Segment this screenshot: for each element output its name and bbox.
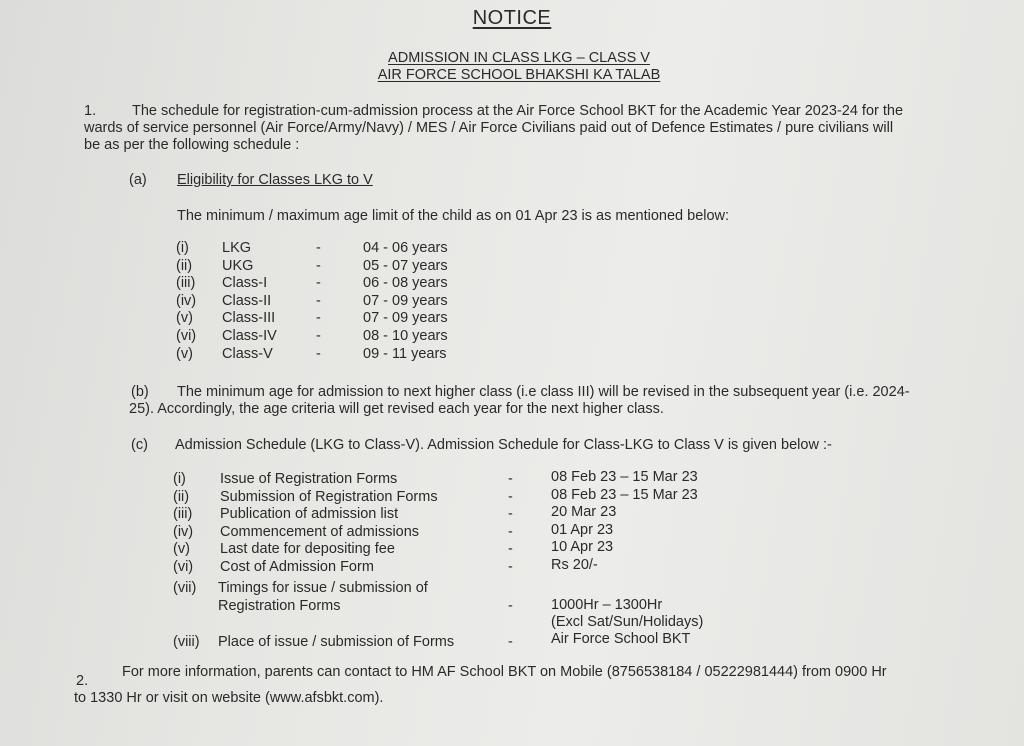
schedule-row-value: 10 Apr 23 [551, 539, 614, 556]
section-a-heading: Eligibility for Classes LKG to V [177, 172, 373, 188]
place-separator: - [508, 634, 513, 650]
notice-title: NOTICE [472, 7, 552, 29]
schedule-row-index: (iii) [173, 506, 193, 523]
age-row-separator: - [316, 345, 321, 362]
age-row-index: (vi) [176, 328, 197, 344]
section-b-line1: The minimum age for admission to next higher class (i.e class III) will be revised in the subsequent year (i.e. 2024- [177, 384, 910, 400]
section-b-line2: 25). Accordingly, the age criteria will get revised each year for the next higher class. [129, 401, 664, 417]
age-row-index: (ii) [176, 257, 193, 274]
schedule-row-value: 20 Mar 23 [551, 504, 617, 521]
age-row-range: 04 - 06 years [363, 240, 448, 256]
age-row-index: (iv) [176, 292, 197, 309]
schedule-row-value: Rs 20/- [551, 557, 598, 573]
schedule-row-separator: - [508, 471, 513, 487]
schedule-row-item: Submission of Registration Forms [220, 488, 438, 505]
para2-number: 2. [76, 673, 89, 689]
age-row-index: (i) [176, 240, 189, 256]
schedule-row-separator: - [508, 559, 513, 575]
age-row-class: Class-IV [222, 328, 277, 344]
para1-line2: wards of service personnel (Air Force/Army/Navy) / MES / Air Force Civilians paid out of Defence Estimates / pure civilians will [84, 120, 894, 136]
age-row-index: (v) [176, 310, 193, 327]
age-row-range: 06 - 08 years [363, 275, 448, 292]
age-row-separator: - [316, 292, 321, 309]
age-row-class: Class-III [222, 310, 276, 327]
timings-value-line2: (Excl Sat/Sun/Holidays) [551, 614, 704, 630]
age-row-range: 09 - 11 years [363, 345, 447, 362]
schedule-row-item: Last date for depositing fee [220, 541, 395, 558]
timings-index: (vii) [173, 580, 197, 596]
age-row-range: 07 - 09 years [363, 310, 448, 327]
age-row-class: Class-V [222, 345, 273, 362]
age-row-class: Class-I [222, 275, 268, 292]
schedule-row-index: (v) [173, 541, 190, 558]
schedule-row-value: 08 Feb 23 – 15 Mar 23 [551, 486, 698, 503]
para2-line1: For more information, parents can contact to HM AF School BKT on Mobile (8756538184 / 05222981444) from 0900 Hr [122, 664, 887, 680]
timings-separator: - [508, 598, 513, 614]
schedule-row-value: 08 Feb 23 – 15 Mar 23 [551, 469, 698, 485]
age-row-class: UKG [222, 257, 254, 274]
age-row-class: LKG [222, 240, 252, 256]
place-value: Air Force School BKT [551, 631, 691, 647]
schedule-row-separator: - [508, 488, 513, 505]
section-a-intro: The minimum / maximum age limit of the child as on 01 Apr 23 is as mentioned below: [177, 208, 730, 224]
para1-line3: be as per the following schedule : [84, 137, 300, 153]
schedule-row-item: Commencement of admissions [220, 523, 420, 540]
section-c-label: (c) [131, 437, 148, 453]
age-row-separator: - [316, 328, 321, 344]
place-item: Place of issue / submission of Forms [218, 634, 455, 650]
age-row-range: 05 - 07 years [363, 257, 448, 274]
age-row-separator: - [316, 310, 321, 327]
schedule-row-separator: - [508, 541, 513, 558]
age-row-separator: - [316, 275, 321, 292]
age-row-index: (iii) [176, 275, 196, 292]
age-row-index: (v) [176, 345, 193, 362]
age-row-range: 08 - 10 years [363, 328, 448, 344]
section-c-heading: Admission Schedule (LKG to Class-V). Admission Schedule for Class-LKG to Class V is given below :- [175, 437, 832, 453]
age-row-class: Class-II [222, 292, 272, 309]
subtitle-admission: ADMISSION IN CLASS LKG – CLASS V [388, 50, 650, 66]
schedule-row-separator: - [508, 523, 513, 540]
section-a-label: (a) [129, 172, 147, 188]
timings-item-line1: Timings for issue / submission of [218, 580, 428, 596]
schedule-row-item: Publication of admission list [220, 506, 399, 523]
schedule-row-index: (iv) [173, 523, 194, 540]
schedule-row-value: 01 Apr 23 [551, 521, 614, 538]
timings-value-line1: 1000Hr – 1300Hr [551, 597, 663, 613]
age-row-separator: - [316, 257, 321, 274]
para1-line1: The schedule for registration-cum-admission process at the Air Force School BKT for the Academic Year 2023-24 for the [132, 103, 904, 119]
section-b-label: (b) [131, 384, 149, 400]
para2-line2: to 1330 Hr or visit on website (www.afsbkt.com). [74, 690, 384, 706]
age-row-range: 07 - 09 years [363, 292, 448, 309]
timings-item-line2: Registration Forms [218, 598, 341, 614]
schedule-row-index: (vi) [173, 559, 194, 575]
place-index: (viii) [173, 634, 200, 650]
schedule-row-index: (i) [173, 471, 186, 487]
para1-number: 1. [84, 103, 97, 119]
schedule-row-item: Cost of Admission Form [220, 559, 374, 575]
schedule-row-index: (ii) [173, 488, 190, 505]
age-row-separator: - [316, 240, 321, 256]
subtitle-school: AIR FORCE SCHOOL BHAKSHI KA TALAB [377, 67, 661, 83]
schedule-row-separator: - [508, 506, 513, 523]
schedule-row-item: Issue of Registration Forms [220, 471, 398, 487]
